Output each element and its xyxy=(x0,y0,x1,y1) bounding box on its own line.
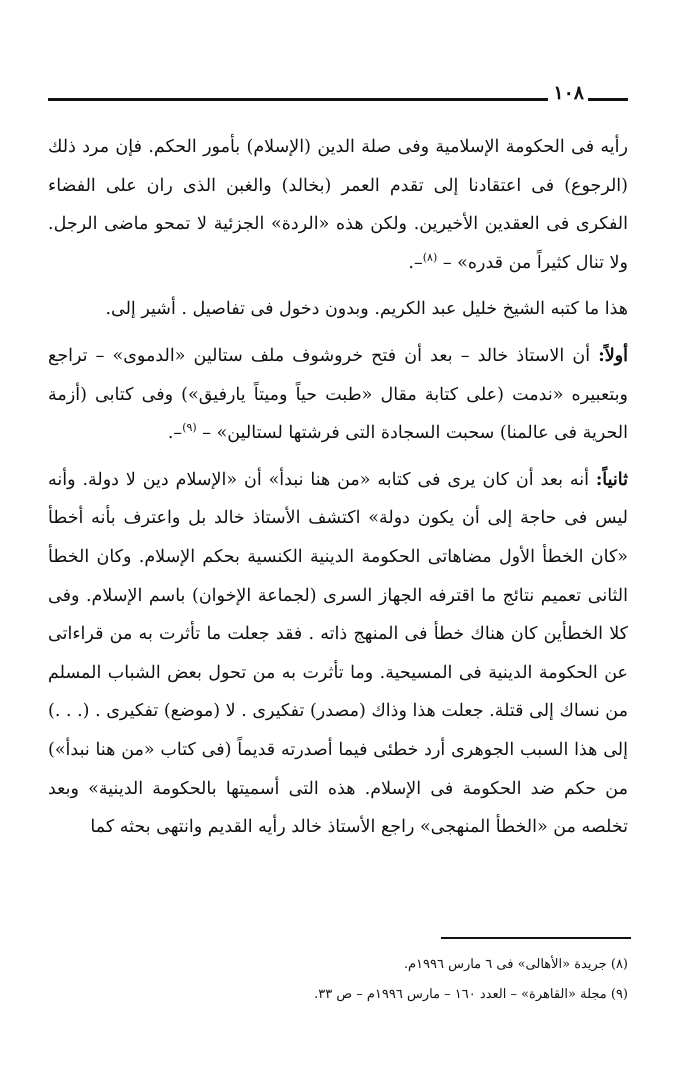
paragraph xyxy=(48,337,628,453)
paragraph-tail: –. xyxy=(408,252,423,273)
footnote-ref: (٨) xyxy=(422,250,438,264)
page-header xyxy=(48,84,628,110)
footnote: (٩) مجلة «القاهرة» – العدد ١٦٠ – مارس ١٩٩٦م – ص ٣٣. xyxy=(314,987,628,1002)
footnote-rule xyxy=(441,937,631,939)
page-number: ١٠٨ xyxy=(553,82,584,104)
paragraph-text: أنه بعد أن كان يرى فى كتابه «من هنا نبدأ» أن «الإسلام دين لا دولة. وأنه ليس فى حاجة إلى أن يكون دولة» اكتشف الأستاذ خالد بل واعترف بأنه أخطأ «كان الخطأ الأول مضاهاتى الحكومة الدينية الكنسية بحكم الإسلام. وكان الخطأ الثانى تعميم نتائج ما اقترفه الجهاز السرى (لجماعة الإخوان) باسم الإسلام. وفى كلا الخطأين كان هناك خطأ فى المنهج ذاته . فقد جعلت ما تأثرت به من قراءاتى عن الحكومة الدينية فى المسيحية. وما تأثرت به من تحول بعض الشباب المسلم من نساك إلى قتلة. جعلت هذا وذاك (مصدر) تفكيرى . لا (موضع) تفكيرى . (. . .) إلى هذا السبب الجوهرى أرد خطئى فيما أصدرته قديماً (فى كتاب «من هنا نبدأ») من حكم ضد الحكومة فى الإسلام. هذه التى أسميتها بالحكومة الدينية» وبعد تخلصه من «الخطأ المنهجى» راجع الأستاذ خالد رأيه القديم وانتهى بحثه كما xyxy=(48,469,628,838)
paragraph-tail: –. xyxy=(167,423,183,444)
paragraph-text: رأيه فى الحكومة الإسلامية وفى صلة الدين (الإسلام) بأمور الحكم. فإن مرد ذلك (الرجوع) فى اعتقادنا إلى تقدم العمر (بخالد) والغبن الذى ران على الفضاء الفكرى فى العقدين الأخيرين. ولكن هذه «الردة» الجزئية لا تمحو ماضى الرجل. ولا تنال كثيراً من قدره» – xyxy=(48,137,628,273)
header-rule-short xyxy=(588,98,628,101)
header-rule xyxy=(48,98,548,101)
paragraph xyxy=(48,128,628,282)
paragraph-text: أن الاستاذ خالد – بعد أن فتح خروشوف ملف ستالين «الدموى» – تراجع وبتعبيره «ندمت (على كتابة مقال «طبت حياً وميتاً يارفيق») وفى كتابى (أزمة الحرية فى عالمنا) سحبت السجادة التى فرشتها لستالين» – xyxy=(48,345,628,444)
paragraph-lead: ثانياً: xyxy=(595,469,628,490)
paragraph xyxy=(48,290,628,329)
body-text xyxy=(48,128,628,847)
footnote: (٨) جريدة «الأهالى» فى ٦ مارس ١٩٩٦م. xyxy=(403,957,628,972)
footnotes xyxy=(48,950,628,1010)
footnote-ref: (٩) xyxy=(182,421,197,435)
paragraph-lead: أولاً: xyxy=(598,345,628,366)
paragraph-text: هذا ما كتبه الشيخ خليل عبد الكريم. وبدون دخول فى تفاصيل . أشير إلى. xyxy=(105,299,628,320)
paragraph xyxy=(48,461,628,847)
